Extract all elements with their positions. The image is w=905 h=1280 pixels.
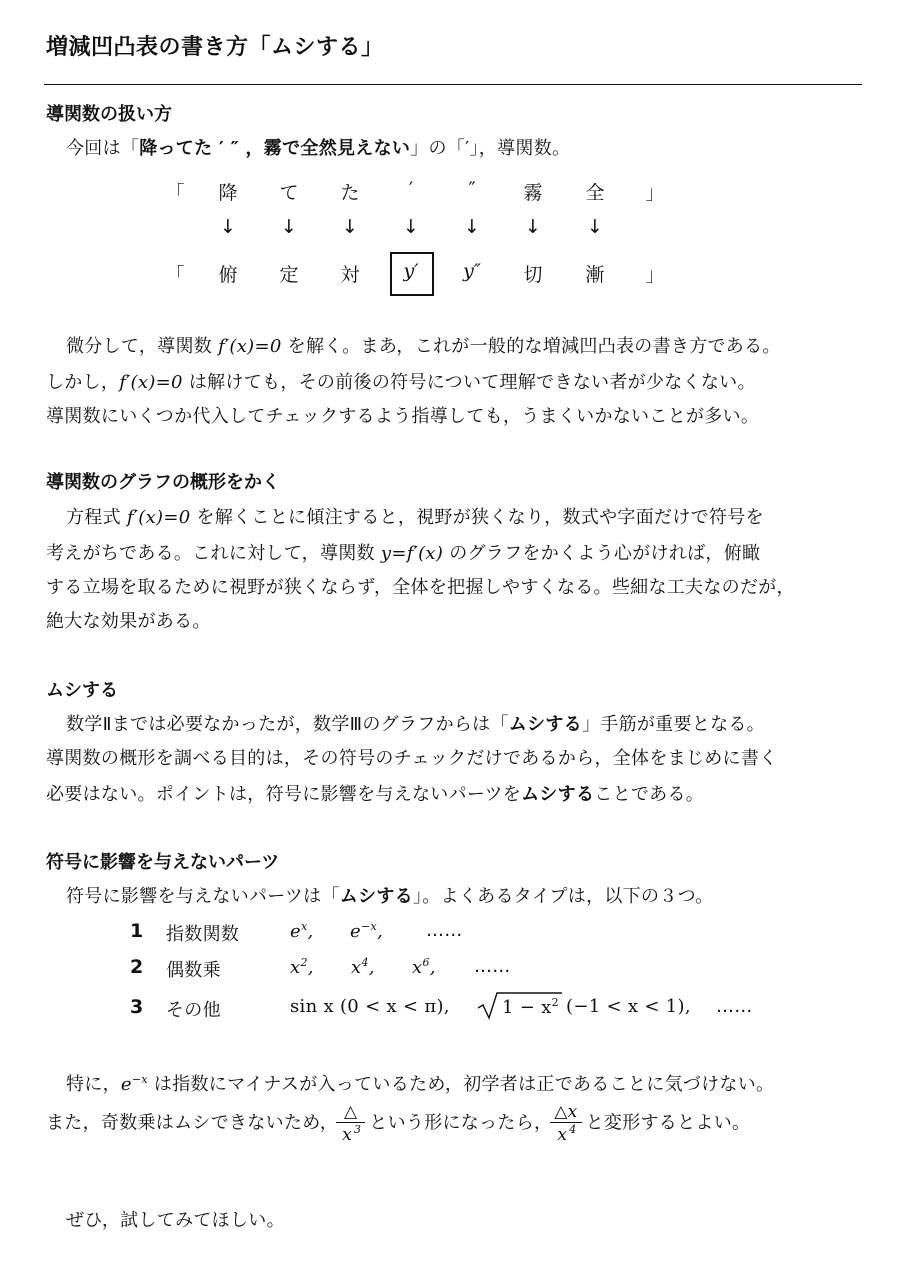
math-inline: f′(x)=0 bbox=[218, 336, 282, 357]
grid-top-close: 」 bbox=[645, 182, 665, 204]
math-example: (−1 < x < 1), bbox=[566, 996, 691, 1017]
text: 数学Ⅱまでは必要なかったが，数学Ⅲのグラフからは「 bbox=[66, 714, 509, 735]
list-item-label: 偶数乗 bbox=[166, 960, 221, 981]
grid-top-6: 霧 bbox=[523, 182, 543, 204]
list-item-label: その他 bbox=[166, 1000, 221, 1021]
grid-arrow-7: ↓ bbox=[587, 216, 603, 238]
list-item-number: 2 bbox=[130, 956, 144, 978]
text: を解くことに傾注すると，視野が狭くなり，数式や字面だけで符号を bbox=[190, 507, 764, 528]
section1-paragraph-3: 導関数にいくつか代入してチェックするよう指導しても，うまくいかないことが多い。 bbox=[46, 406, 760, 427]
grid-bottom-7: 漸 bbox=[585, 264, 605, 286]
grid-arrow-3: ↓ bbox=[342, 216, 358, 238]
section2-line-3: する立場を取るために視野が狭くならず，全体を把握しやすくなる。些細な工夫なのだが， bbox=[46, 577, 795, 598]
frac-denominator bbox=[338, 1123, 363, 1145]
text: は解けても，その前後の符号について理解できない者が少なくない。 bbox=[182, 372, 756, 393]
grid-arrow-1: ↓ bbox=[220, 216, 236, 238]
text: 特に， bbox=[66, 1074, 121, 1095]
math-base: e bbox=[290, 921, 301, 942]
grid-top-1: 降 bbox=[218, 182, 238, 204]
section3-line-2: 導関数の概形を調べる目的は，その符号のチェックだけであるから，全体をまじめに書く bbox=[46, 748, 778, 769]
section4-note-2 bbox=[46, 1102, 750, 1145]
section2-line-1 bbox=[66, 503, 764, 529]
text: 」手筋が重要となる。 bbox=[581, 714, 765, 735]
title-divider bbox=[44, 84, 862, 85]
math-example: $x^2$, bbox=[290, 956, 314, 978]
text: を解く。まあ，これが一般的な増減凹凸表の書き方である。 bbox=[281, 336, 781, 357]
math-base: x bbox=[342, 1125, 352, 1146]
math-example bbox=[502, 996, 559, 1018]
grid-arrow-2: ↓ bbox=[281, 216, 297, 238]
grid-top-5: ″ bbox=[468, 178, 476, 200]
text: 考えがちである。これに対して，導関数 bbox=[46, 543, 381, 564]
math-sup: 2 bbox=[300, 956, 308, 969]
section2-line-2 bbox=[46, 539, 760, 565]
grid-bottom-3: 対 bbox=[340, 264, 360, 286]
math-example: $e^x$, bbox=[290, 920, 314, 942]
section1-paragraph-1 bbox=[66, 332, 781, 358]
grid-top-7: 全 bbox=[585, 182, 605, 204]
intro-mnemonic: 降ってた ′ ″ ，霧で全然見えない bbox=[139, 138, 411, 159]
intro-post: 」の「′」，導関数。 bbox=[410, 138, 571, 159]
math-base: x bbox=[557, 1125, 568, 1146]
grid-arrow-4: ↓ bbox=[403, 216, 419, 238]
text: 必要はない。ポイントは，符号に影響を与えないパーツを bbox=[46, 784, 522, 805]
fraction bbox=[338, 1102, 363, 1145]
grid-top-3: た bbox=[340, 182, 360, 204]
text: また，奇数乗はムシできないため， bbox=[46, 1112, 339, 1134]
grid-bottom-6: 切 bbox=[523, 264, 543, 286]
frac-denominator bbox=[553, 1123, 578, 1145]
section-heading-parts: 符号に影響を与えないパーツ bbox=[46, 852, 280, 873]
math-sup: x bbox=[300, 920, 308, 933]
intro-pre: 今回は「 bbox=[66, 138, 140, 159]
text: しかし， bbox=[46, 372, 120, 393]
text: 微分して，導関数 bbox=[66, 336, 219, 357]
math-base: 1 − x bbox=[502, 997, 552, 1018]
text: 」。よくあるタイプは，以下の３つ。 bbox=[412, 886, 714, 907]
grid-bottom-4: y′ bbox=[403, 260, 419, 282]
section-heading-ignore: ムシする bbox=[46, 680, 118, 701]
grid-bottom-1: 俯 bbox=[218, 264, 238, 286]
grid-bottom-close: 」 bbox=[645, 264, 665, 286]
list-item-number: 3 bbox=[130, 996, 144, 1018]
math-base: e bbox=[350, 921, 361, 942]
math-sup: 6 bbox=[422, 956, 430, 969]
text: と変形するとよい。 bbox=[579, 1112, 751, 1134]
math-base: x bbox=[412, 957, 423, 978]
frac-numerator: △x bbox=[554, 1102, 578, 1122]
bold-term: ムシする bbox=[521, 784, 595, 805]
math-sup: 3 bbox=[353, 1123, 362, 1137]
grid-top-4: ′ bbox=[408, 178, 414, 200]
text: 方程式 bbox=[66, 507, 127, 528]
math-sup: −x bbox=[360, 920, 377, 933]
math-sup: 4 bbox=[569, 1123, 577, 1137]
text: ことである。 bbox=[594, 784, 705, 805]
section2-line-4: 絶大な効果がある。 bbox=[46, 611, 211, 632]
text: 符号に影響を与えないパーツは「 bbox=[66, 886, 340, 907]
grid-arrow-5: ↓ bbox=[464, 216, 480, 238]
frac-numerator: △ bbox=[343, 1102, 358, 1122]
section4-note-1 bbox=[66, 1070, 774, 1096]
grid-top-open: 「 bbox=[165, 182, 185, 204]
section-heading-derivative: 導関数の扱い方 bbox=[46, 104, 172, 125]
text: は指数にマイナスが入っているため，初学者は正であることに気づけない。 bbox=[147, 1074, 775, 1095]
math-base: x bbox=[351, 957, 362, 978]
ellipsis: …… bbox=[474, 956, 511, 977]
math-inline: f′(x)=0 bbox=[119, 372, 183, 393]
ellipsis: …… bbox=[716, 996, 753, 1017]
grid-top-2: て bbox=[279, 182, 299, 204]
section1-intro bbox=[66, 134, 570, 160]
text: という形になったら， bbox=[363, 1112, 553, 1134]
math-example: $x^4$, bbox=[351, 956, 375, 978]
math-example: $x^6$, bbox=[412, 956, 436, 978]
math-sup: 4 bbox=[361, 956, 369, 969]
grid-bottom-open: 「 bbox=[165, 264, 185, 286]
math-inline: f′(x)=0 bbox=[126, 507, 191, 528]
grid-arrow-6: ↓ bbox=[525, 216, 541, 238]
text: のグラフをかくよう心がければ，俯瞰 bbox=[443, 543, 761, 564]
math-sup: 2 bbox=[551, 996, 559, 1009]
section-heading-graph: 導関数のグラフの概形をかく bbox=[46, 472, 280, 493]
bold-term: ムシする bbox=[508, 714, 582, 735]
list-item-label: 指数関数 bbox=[166, 924, 240, 945]
fraction bbox=[552, 1102, 579, 1145]
ellipsis: …… bbox=[426, 920, 463, 941]
math-inline: e bbox=[120, 1074, 132, 1095]
bold-term: ムシする bbox=[339, 886, 413, 907]
math-sup: −x bbox=[131, 1073, 148, 1086]
grid-bottom-2: 定 bbox=[279, 264, 299, 286]
section3-line-1 bbox=[66, 710, 765, 736]
math-example: sin x (0 < x < π), bbox=[290, 996, 450, 1017]
math-example: $e^{-x}$, bbox=[350, 920, 384, 942]
list-item-number: 1 bbox=[130, 920, 144, 942]
section3-line-3 bbox=[46, 780, 704, 806]
grid-bottom-5: y″ bbox=[463, 260, 481, 282]
math-base: x bbox=[290, 957, 301, 978]
closing-line: ぜひ，試してみてほしい。 bbox=[66, 1210, 285, 1231]
section1-paragraph-2 bbox=[46, 368, 756, 394]
math-inline: y=f′(x) bbox=[380, 543, 444, 564]
page-title: 増減凹凸表の書き方「ムシする」 bbox=[46, 35, 384, 60]
section4-intro bbox=[66, 882, 713, 908]
